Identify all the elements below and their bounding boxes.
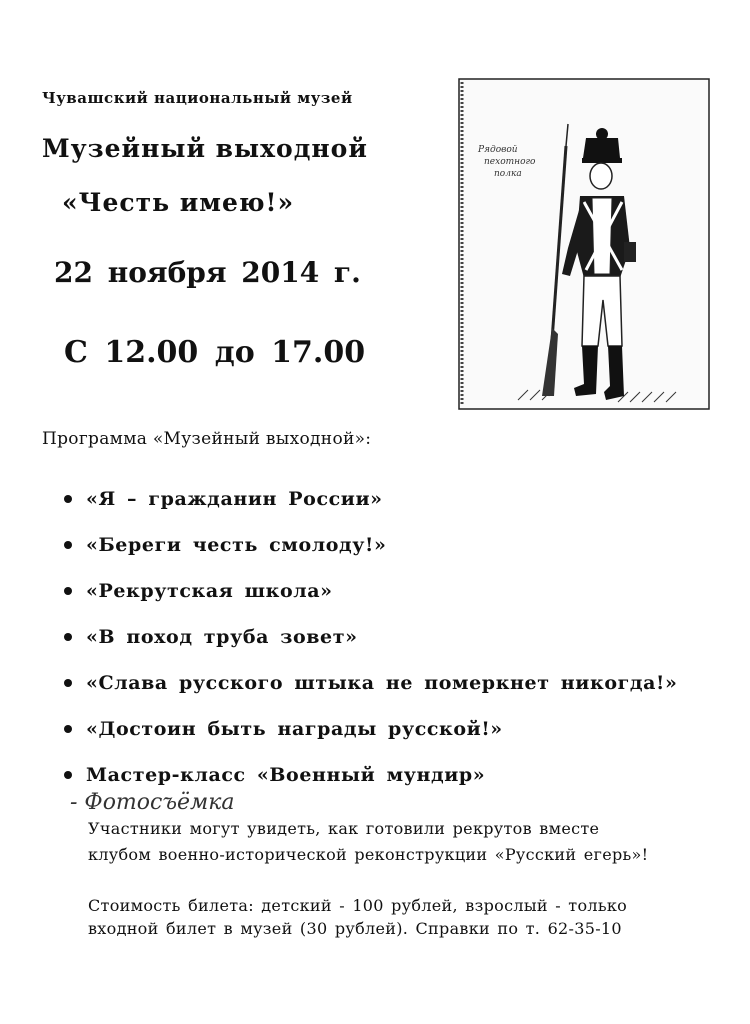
program-item-label: «Береги честь смолоду!»	[86, 534, 387, 556]
bullet-icon	[64, 725, 72, 733]
event-date: 22 ноября 2014 г.	[54, 256, 361, 289]
program-item-label: «В поход труба зовет»	[86, 626, 358, 648]
bullet-icon	[64, 495, 72, 503]
bullet-icon	[64, 633, 72, 641]
description-line: Участники могут увидеть, как готовили рекрутов вместе	[88, 819, 600, 838]
museum-name: Чувашский национальный музей	[42, 89, 353, 107]
program-item	[60, 666, 677, 712]
svg-text:полка: полка	[494, 169, 522, 179]
bullet-icon	[64, 771, 72, 779]
program-item-label: «Слава русского штыка не померкнет никогда!»	[86, 672, 678, 694]
program-item	[60, 574, 677, 620]
program-item	[60, 620, 677, 666]
program-title: Программа «Музейный выходной»:	[42, 429, 372, 449]
event-time: С 12.00 до 17.00	[64, 335, 366, 370]
svg-text:пехотного: пехотного	[484, 157, 536, 167]
bullet-icon	[64, 541, 72, 549]
bullet-icon	[64, 679, 72, 687]
svg-text:Рядовой: Рядовой	[478, 145, 518, 155]
program-item-label: «Я – гражданин России»	[86, 488, 383, 510]
program-item	[60, 482, 677, 528]
price-line: Стоимость билета: детский - 100 рублей, взрослый - только	[88, 896, 628, 915]
program-item	[60, 528, 677, 574]
soldier-illustration	[458, 78, 710, 410]
program-item-label: Мастер-класс «Военный мундир»	[86, 764, 486, 786]
event-title: Музейный выходной	[42, 134, 368, 163]
bullet-icon	[64, 587, 72, 595]
handwritten-note: - Фотосъёмка	[70, 790, 235, 815]
program-item-label: «Рекрутская школа»	[86, 580, 333, 602]
program-item	[60, 712, 677, 758]
soldier-with-musket-icon	[458, 78, 710, 410]
program-list	[60, 482, 677, 804]
event-subtitle: «Честь имею!»	[62, 188, 295, 217]
program-item-label: «Достоин быть награды русской!»	[86, 718, 503, 740]
description-line: клубом военно-исторической реконструкции «Русский егерь»!	[88, 845, 649, 864]
price-line: входной билет в музей (30 рублей). Справки по т. 62-35-10	[88, 919, 622, 938]
